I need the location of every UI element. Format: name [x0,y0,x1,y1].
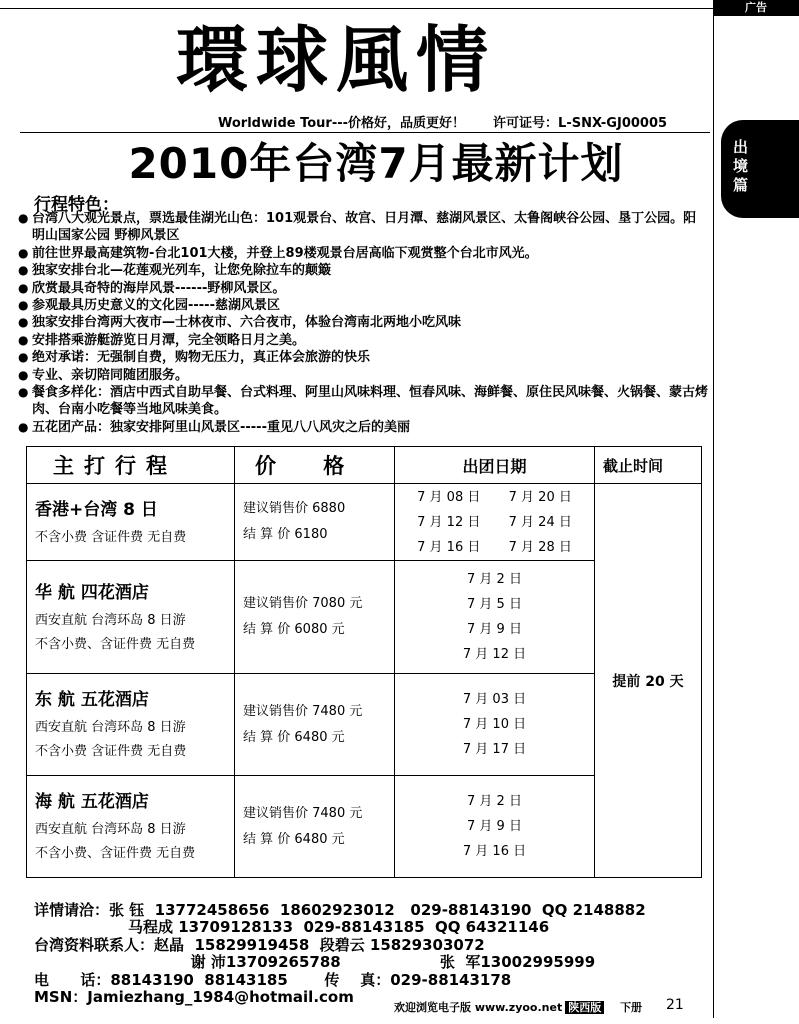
dates-cell [395,484,595,561]
feature-item: ● 专业、亲切陪同随团服务。 [18,367,708,384]
schedule-table [26,446,702,878]
departure-date: 7 月 12 日 [462,647,527,662]
features-title: 行程特色： [34,195,119,215]
license-number: 许可证号：L-SNX-GJ00005 [493,116,668,131]
departure-date: 7 月 17 日 [462,742,527,757]
departure-date: 7 月 08 日 [417,489,481,505]
departure-date: 7 月 5 日 [467,597,522,612]
route-name: 香港+台湾 8 日 [35,499,158,520]
footer-website[interactable]: 欢迎浏览电子版 www.zyoo.net [394,1001,563,1014]
suggested-price: 建议销售价 7480 元 [243,703,363,719]
dates-cell [395,776,595,878]
suggested-price: 建议销售价 7080 元 [243,596,363,611]
departure-date: 7 月 24 日 [508,514,572,530]
section-tab-label: 出境篇 [733,138,749,194]
route-note: 西安直航 台湾环岛 8 日游 [35,720,186,735]
departure-date: 7 月 03 日 [462,692,527,707]
route-cell [27,561,235,674]
route-note: 不含小费 含证件费 无自费 [35,529,187,545]
footer [394,999,642,1015]
departure-date: 7 月 28 日 [508,539,572,555]
settlement-price: 结 算 价 6480 元 [243,831,345,847]
departure-date: 7 月 10 日 [462,717,527,732]
route-cell [27,776,235,878]
route-name: 华 航 四花酒店 [35,582,149,603]
feature-item: ● 前往世界最高建筑物-台北101大楼，并登上89楼观景台居高临下观赏整个台北市风光。 [18,245,708,262]
feature-item: ● 绝对承诺：无强制自费，购物无压力，真正体会旅游的快乐 [18,349,708,366]
departure-date: 7 月 9 日 [467,819,522,834]
price-cell [235,484,395,561]
header-deadline: 截止时间 [595,447,702,484]
route-name: 东 航 五花酒店 [35,690,149,710]
route-note: 不含小费 含证件费 无自费 [35,744,187,759]
tagline-row [218,112,667,131]
feature-item: ● 餐食多样化：酒店中西式自助早餐、台式料理、阿里山风味料理、恒春风味、海鲜餐、原住民风味餐、火锅餐、蒙古烤肉、台南小吃餐等当地风味美食。 [18,384,708,419]
msn-line: MSN：Jamiezhang_1984@hotmail.com [34,988,354,1006]
feature-item: ● 欣赏最具奇特的海岸风景------野柳风景区。 [18,280,708,297]
departure-date: 7 月 20 日 [508,489,572,505]
route-note: 不含小费、含证件费 无自费 [35,636,196,652]
features-list [18,210,708,436]
suggested-price: 建议销售价 6880 [243,501,346,516]
settlement-price: 结 算 价 6480 元 [243,729,345,745]
header-price: 价 格 [235,447,395,484]
contact-line: 台湾资料联系人：赵晶 15829919458 段碧云 15829303072 [34,935,485,954]
route-name: 海 航 五花酒店 [35,792,149,812]
page-number: 21 [666,997,684,1013]
feature-item: ● 独家安排台北—花莲观光列车，让您免除拉车的颠簸 [18,262,708,279]
feature-item: ● 参观最具历史意义的文化园-----慈湖风景区 [18,297,708,314]
settlement-price: 结 算 价 6080 元 [243,622,345,637]
brand-logo-text: 環球風情 [176,17,497,102]
contact-line: 详情请洽：张 钰 13772458656 18602923012 029-88143190 QQ 2148882 [34,900,646,919]
route-note: 西安直航 台湾环岛 8 日游 [35,822,186,837]
top-divider [20,132,710,133]
header-dates: 出团日期 [395,447,595,484]
volume-label: 下册 [620,1001,643,1014]
edition-badge: 陕西版 [565,1001,604,1014]
headline: 2010年台湾7月最新计划 [128,139,624,188]
departure-date: 7 月 9 日 [467,622,522,637]
route-note: 西安直航 台湾环岛 8 日游 [35,612,186,628]
contact-line: 电 话：88143190 88143185 传 真：029-88143178 [34,970,512,989]
route-note: 不含小费、含证件费 无自费 [35,846,196,861]
departure-date: 7 月 16 日 [462,844,527,859]
feature-item: ● 五花团产品：独家安排阿里山风景区-----重见八八风灾之后的美丽 [18,419,708,436]
departure-date: 7 月 16 日 [417,539,481,555]
price-cell [235,674,395,776]
price-cell [235,776,395,878]
settlement-price: 结 算 价 6180 [243,527,328,542]
deadline-cell: 提前 20 天 [595,484,702,878]
departure-date: 7 月 12 日 [417,514,481,530]
dates-cell [395,674,595,776]
dates-cell [395,561,595,674]
header-route: 主打行程 [27,447,235,484]
table-row [27,484,702,561]
feature-item: ● 独家安排台湾两大夜市—士林夜市、六合夜市，体验台湾南北两地小吃风味 [18,314,708,331]
departure-date: 7 月 2 日 [467,794,522,809]
section-tab [721,120,799,218]
route-cell [27,674,235,776]
tagline: Worldwide Tour---价格好，品质更好！ [218,116,466,131]
suggested-price: 建议销售价 7480 元 [243,805,363,821]
price-cell [235,561,395,674]
contact-line: 马程成 13709128133 029-88143185 QQ 64321146 [34,918,550,936]
departure-date: 7 月 2 日 [467,572,522,587]
table-header-row [27,447,702,484]
contact-line: 谢 沛13709265788 张 军13002995999 [34,953,596,971]
feature-item: ● 台湾八大观光景点，票选最佳湖光山色：101观景台、故宫、日月潭、慈湖风景区、太鲁阁峡谷公园、垦丁公园。阳明山国家公园 野柳风景区 [18,210,708,245]
route-cell [27,484,235,561]
feature-item: ● 安排搭乘游艇游览日月潭，完全领略日月之美。 [18,332,708,349]
ad-tag: 广告 [713,0,799,16]
